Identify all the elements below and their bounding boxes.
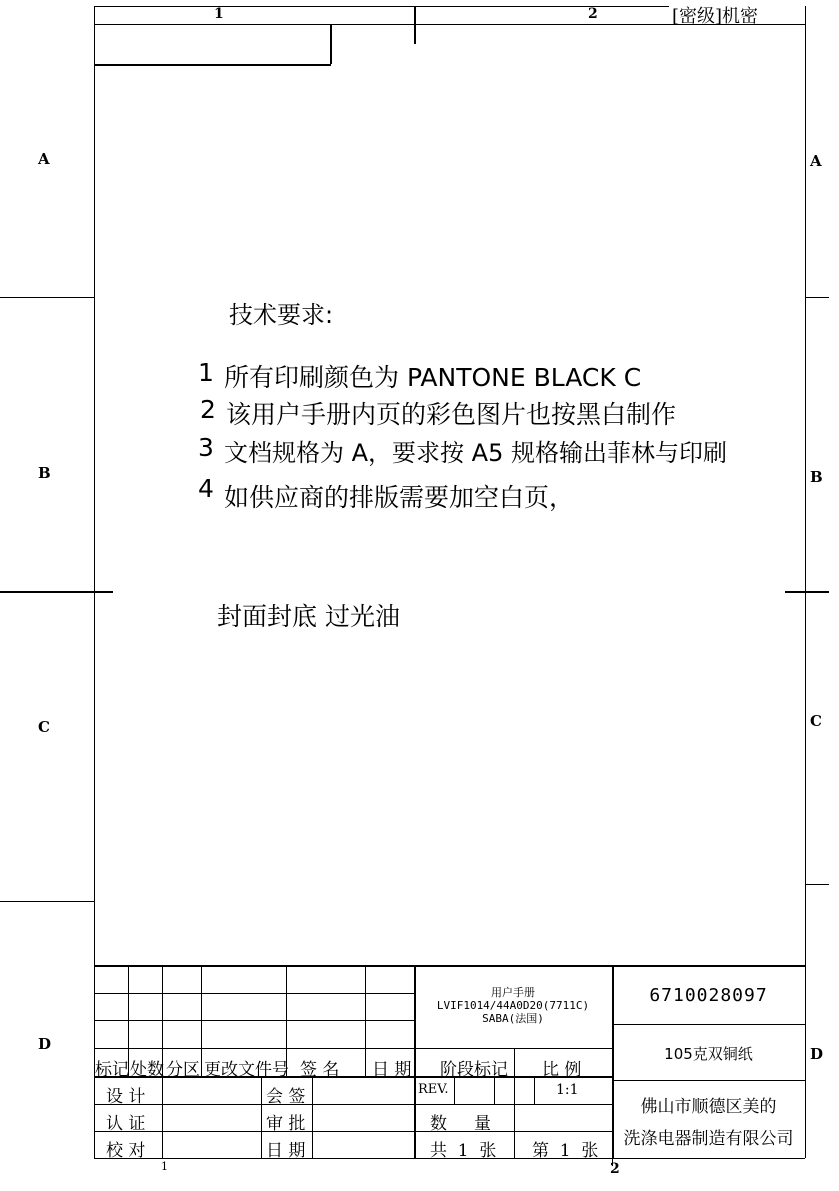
top-col-divider bbox=[414, 6, 416, 44]
quantity-label: 数 量 bbox=[430, 1114, 492, 1134]
requirements-heading: 技术要求: bbox=[229, 301, 334, 329]
zone-right-d: D bbox=[810, 1045, 824, 1063]
zone-left-b: B bbox=[38, 464, 51, 482]
material-spec: 105克双铜纸 bbox=[664, 1045, 753, 1063]
zone-divider-left-cd bbox=[0, 901, 94, 902]
rev-header-zone: 分区 bbox=[166, 1060, 200, 1080]
zone-divider-left-bc bbox=[0, 591, 113, 593]
rev-row-line-2 bbox=[94, 1020, 414, 1021]
scale-label: 比 例 bbox=[542, 1060, 582, 1080]
requirement-text-1: 所有印刷颜色为 PANTONE BLACK C bbox=[224, 363, 642, 392]
total-sheets: 共 1 张 bbox=[430, 1141, 497, 1161]
doc-title-line-1: 用户手册 bbox=[491, 986, 535, 999]
sign-row-line-2 bbox=[94, 1131, 612, 1132]
stage-col-3 bbox=[514, 1048, 515, 1158]
zone-right-b: B bbox=[810, 468, 823, 486]
col-mark-bottom-1: 1 bbox=[161, 1160, 168, 1173]
certify-label: 认 证 bbox=[106, 1114, 146, 1134]
requirement-num-2: 2 bbox=[200, 395, 216, 424]
part-number: 6710028097 bbox=[649, 985, 768, 1006]
rev-header-date: 日 期 bbox=[372, 1060, 412, 1080]
rev-label: REV. bbox=[418, 1082, 449, 1097]
rev-header-signature: 签 名 bbox=[300, 1060, 340, 1080]
col-mark-bottom-2: 2 bbox=[610, 1161, 620, 1177]
zone-right-a: A bbox=[810, 152, 822, 170]
zone-divider-left-ab bbox=[0, 297, 94, 298]
scale-value: 1:1 bbox=[556, 1082, 579, 1098]
zone-left-a: A bbox=[38, 150, 50, 168]
stage-mark-label: 阶段标记 bbox=[440, 1060, 508, 1080]
col-mark-top-1: 1 bbox=[214, 6, 224, 22]
approve-label: 审 批 bbox=[266, 1114, 306, 1134]
requirement-num-4: 4 bbox=[198, 474, 214, 503]
date-label: 日 期 bbox=[266, 1141, 306, 1161]
stage-col-1 bbox=[454, 1076, 455, 1104]
doc-title-line-2: LVIF1014/44A0D20(7711C) bbox=[436, 999, 590, 1012]
check-label: 校 对 bbox=[106, 1141, 146, 1161]
top-col-tick-right bbox=[805, 6, 806, 24]
part-number-bottom bbox=[612, 1024, 805, 1025]
col-mark-top-2: 2 bbox=[588, 6, 598, 22]
rev-header-count: 处数 bbox=[130, 1060, 164, 1080]
bottom-col-divider bbox=[612, 1158, 613, 1166]
rev-col-3 bbox=[201, 965, 202, 1076]
doc-title-line-3: SABA(法国) bbox=[482, 1012, 544, 1025]
zone-divider-right-ab bbox=[805, 297, 829, 298]
zone-divider-right-cd bbox=[805, 884, 829, 885]
rev-row-line-3 bbox=[94, 1048, 414, 1049]
material-bottom bbox=[612, 1080, 805, 1081]
zone-right-c: C bbox=[810, 712, 822, 730]
design-label: 设 计 bbox=[106, 1087, 146, 1107]
stage-col-2 bbox=[494, 1076, 495, 1104]
classification-label: [密级]机密 bbox=[672, 6, 759, 27]
sheet-number: 第 1 张 bbox=[532, 1141, 599, 1161]
countersign-label: 会 签 bbox=[266, 1087, 306, 1107]
top-col-tick-left bbox=[94, 6, 95, 24]
title-box-right bbox=[330, 24, 332, 64]
sign-row-line-1 bbox=[94, 1104, 612, 1105]
company-name-line-2: 洗涤电器制造有限公司 bbox=[623, 1129, 794, 1149]
requirement-text-2: 该用户手册内页的彩色图片也按黑白制作 bbox=[226, 400, 677, 429]
zone-left-c: C bbox=[38, 718, 50, 736]
requirement-text-4: 如供应商的排版需要加空白页， bbox=[224, 483, 575, 512]
stage-col-4 bbox=[534, 1076, 535, 1104]
finish-note: 封面封底 过光油 bbox=[217, 602, 400, 631]
zone-left-d: D bbox=[38, 1035, 52, 1053]
sign-col-b bbox=[312, 1076, 313, 1158]
title-box-bottom bbox=[94, 64, 331, 66]
company-name-line-1: 佛山市顺德区美的 bbox=[640, 1097, 777, 1117]
requirement-num-1: 1 bbox=[198, 358, 214, 387]
zone-divider-right-bc bbox=[785, 591, 829, 593]
rev-col-5 bbox=[365, 965, 366, 1076]
sign-col-a bbox=[261, 1076, 262, 1158]
requirement-text-3: 文档规格为 A，要求按 A5 规格输出菲林与印刷 bbox=[224, 439, 727, 467]
rev-header-change-doc: 更改文件号 bbox=[204, 1060, 289, 1080]
top-strip-line bbox=[94, 6, 669, 7]
rev-row-line-1 bbox=[94, 993, 414, 994]
rev-header-mark: 标记 bbox=[95, 1060, 129, 1080]
requirement-num-3: 3 bbox=[198, 433, 214, 462]
doc-title-bottom bbox=[414, 1048, 612, 1049]
